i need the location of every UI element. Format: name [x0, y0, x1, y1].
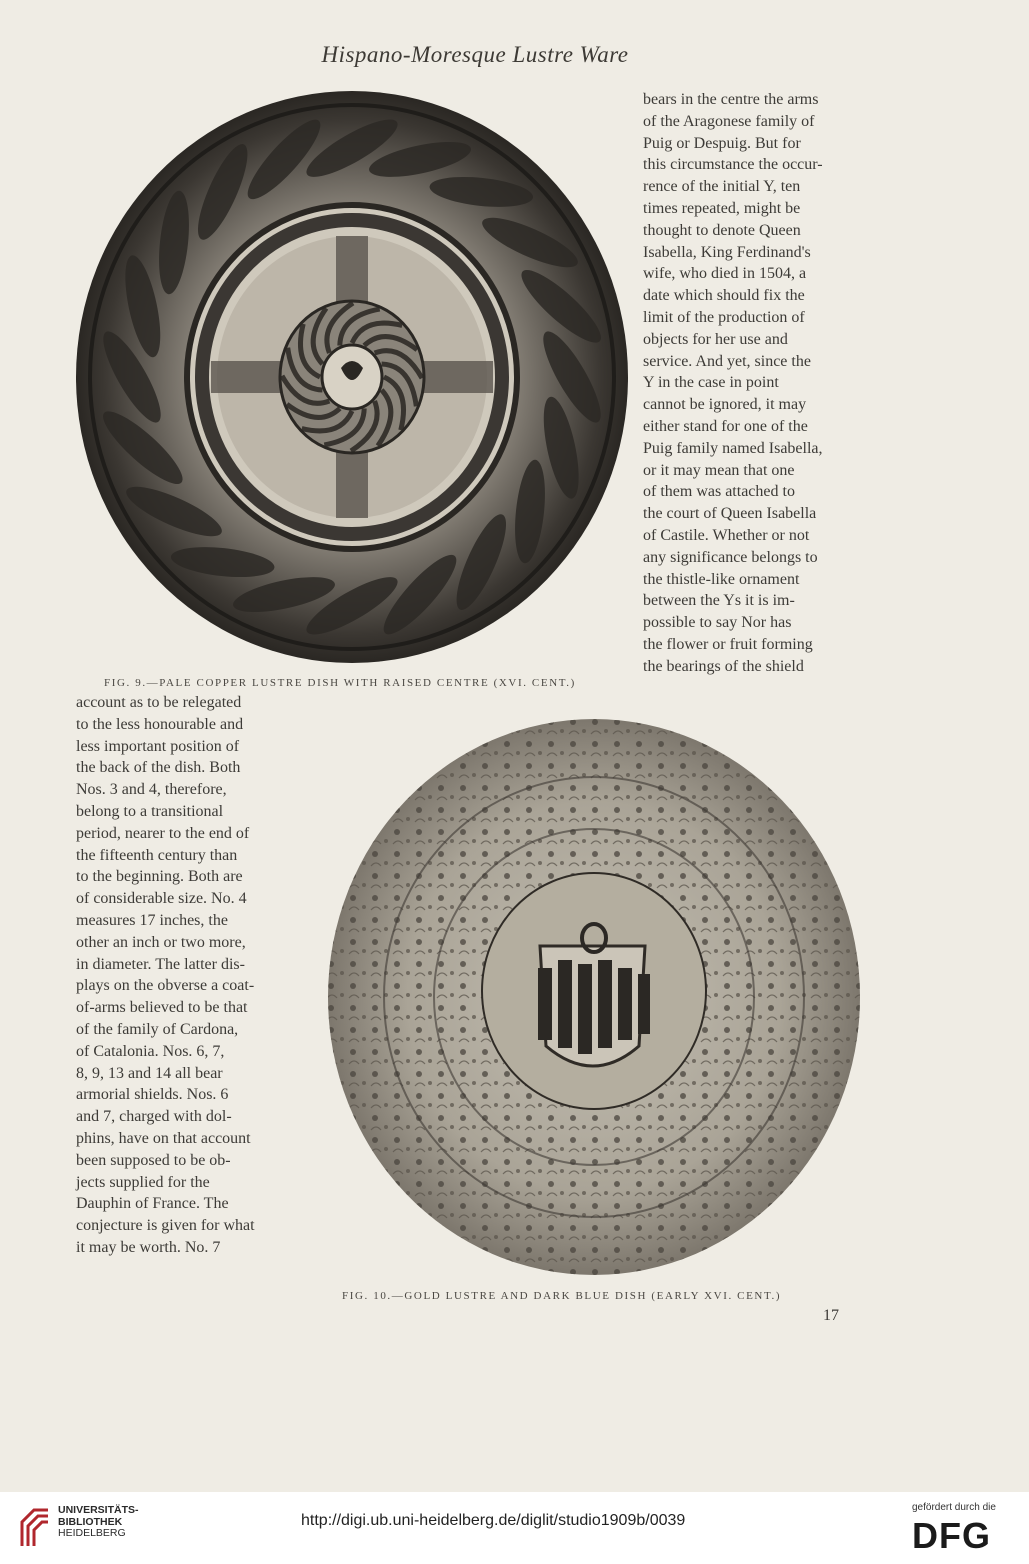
funded-by-label: gefördert durch die [912, 1502, 996, 1513]
text-line: belong to a transitional [76, 802, 224, 820]
page-number: 17 [823, 1307, 839, 1324]
library-name-line: UNIVERSITÄTS- [58, 1504, 139, 1516]
text-line: the court of Queen Isabella [643, 505, 817, 523]
text-line: or it may mean that one [643, 461, 795, 479]
text-line: Puig or Despuig. But for [643, 134, 801, 152]
text-line: been supposed to be ob- [76, 1151, 231, 1169]
text-line: between the Ys it is im- [643, 592, 795, 610]
viewer-footer [0, 1492, 1029, 1564]
text-line: measures 17 inches, the [76, 911, 228, 929]
text-line: objects for her use and [643, 330, 788, 348]
text-line: period, nearer to the end of [76, 824, 250, 842]
text-line: date which should fix the [643, 287, 805, 305]
text-line: any significance belongs to [643, 548, 818, 566]
text-line: cannot be ignored, it may [643, 396, 807, 414]
text-line: Isabella, King Ferdinand's [643, 243, 811, 261]
text-line: of-arms believed to be that [76, 999, 248, 1017]
text-line: other an inch or two more, [76, 933, 246, 951]
text-line: of Castile. Whether or not [643, 526, 810, 544]
text-line: less important position of [76, 737, 240, 755]
library-name-line: HEIDELBERG [58, 1527, 126, 1539]
text-line: rence of the initial Y, ten [643, 178, 801, 196]
library-name [58, 1505, 139, 1540]
text-line: Dauphin of France. The [76, 1195, 229, 1213]
text-line: service. And yet, since the [643, 352, 811, 370]
text-line: it may be worth. No. 7 [76, 1238, 221, 1256]
library-name-line: BIBLIOTHEK [58, 1515, 123, 1528]
permalink-url[interactable]: http://digi.ub.uni-heidelberg.de/diglit/studio1909b/0039 [301, 1512, 686, 1529]
text-line: the bearings of the shield [643, 657, 804, 675]
text-line: bears in the centre the arms [643, 91, 819, 108]
figure-10-caption: FIG. 10.—GOLD LUSTRE AND DARK BLUE DISH (EARLY XVI. CENT.) [342, 1290, 782, 1302]
text-line: thought to denote Queen [643, 221, 801, 239]
text-line: Puig family named Isabella, [643, 439, 823, 457]
text-line: of them was attached to [643, 483, 795, 501]
text-line: Y in the case in point [643, 374, 779, 392]
text-line: phins, have on that account [76, 1129, 251, 1147]
text-line: the flower or fruit forming [643, 635, 813, 653]
text-line: the back of the dish. Both [76, 759, 241, 777]
text-line: limit of the production of [643, 308, 805, 326]
left-text-column [76, 692, 285, 1259]
figure-10-dish-photo [325, 716, 863, 1278]
text-line: of the family of Cardona, [76, 1020, 239, 1038]
text-line: either stand for one of the [643, 417, 808, 435]
text-line: armorial shields. Nos. 6 [76, 1086, 229, 1104]
text-line: the thistle-like ornament [643, 570, 800, 588]
text-line: this circumstance the occur- [643, 156, 823, 174]
running-head: Hispano-Moresque Lustre Ware [321, 42, 629, 67]
text-line: conjecture is given for what [76, 1217, 255, 1235]
text-line: possible to say Nor has [643, 614, 792, 632]
text-line: of the Aragonese family of [643, 112, 815, 130]
text-line: wife, who died in 1504, a [643, 265, 807, 283]
dfg-logo: DFG [912, 1515, 991, 1556]
figure-9-dish-photo [73, 88, 631, 666]
figure-9-caption: FIG. 9.—PALE COPPER LUSTRE DISH WITH RAISED CENTRE (XVI. CENT.) [104, 677, 576, 689]
text-line: of considerable size. No. 4 [76, 890, 247, 908]
text-line: in diameter. The latter dis- [76, 955, 245, 973]
text-line: times repeated, might be [643, 199, 801, 217]
text-line: Nos. 3 and 4, therefore, [76, 781, 227, 799]
text-line: to the beginning. Both are [76, 868, 243, 886]
text-line: plays on the obverse a coat- [76, 977, 255, 995]
text-line: 8, 9, 13 and 14 all bear [76, 1064, 223, 1082]
library-logo-icon [18, 1502, 52, 1550]
text-line: jects supplied for the [76, 1173, 210, 1191]
text-line: the fifteenth century than [76, 846, 238, 864]
text-line: and 7, charged with dol- [76, 1108, 232, 1126]
text-line: of Catalonia. Nos. 6, 7, [76, 1042, 225, 1060]
right-text-column [643, 89, 878, 678]
text-line: account as to be relegated [76, 694, 242, 711]
text-line: to the less honourable and [76, 715, 244, 733]
